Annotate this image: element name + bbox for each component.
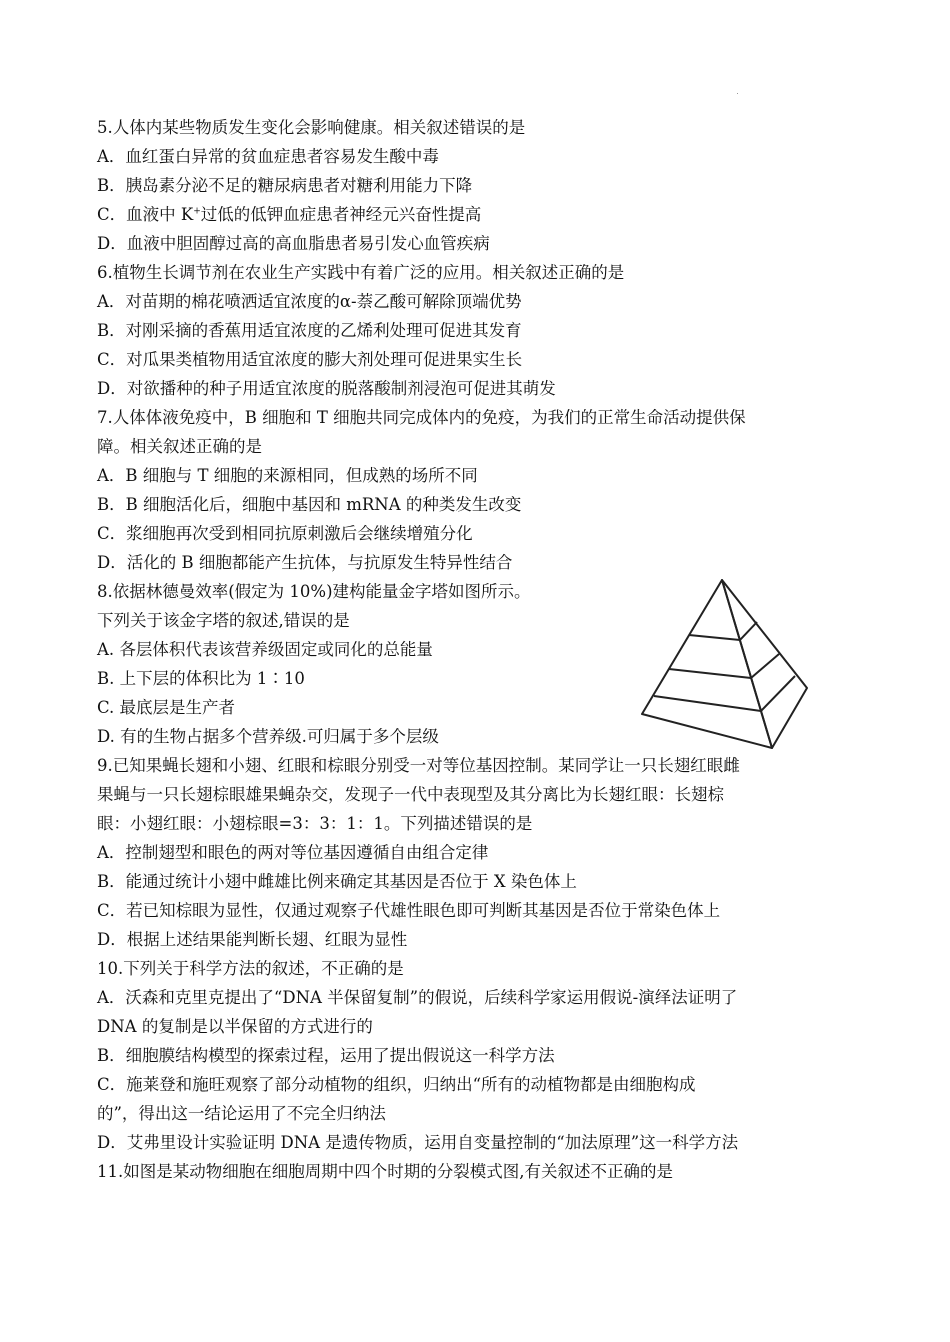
corner-mark: · — [736, 88, 739, 98]
q10-stem: 10.下列关于科学方法的叙述，不正确的是 — [97, 959, 404, 978]
q10-option-a-line2: DNA 的复制是以半保留的方式进行的 — [97, 1017, 373, 1036]
q10-option-c-line2: 的”，得出这一结论运用了不完全归纳法 — [97, 1104, 386, 1123]
pyramid-right-face — [722, 580, 807, 748]
q10-option-b: B．细胞膜结构模型的探索过程，运用了提出假说这一科学方法 — [97, 1046, 555, 1065]
pyramid-side-line-3 — [761, 676, 795, 711]
q5-option-c — [97, 200, 857, 229]
pyramid-layer-line-2 — [669, 669, 751, 678]
q5-option-a: A．血红蛋白异常的贫血症患者容易发生酸中毒 — [97, 147, 439, 166]
q6-option-d: D．对欲播种的种子用适宜浓度的脱落酸制剂浸泡可促进其萌发 — [97, 379, 556, 398]
q7-option-b: B．B 细胞活化后，细胞中基因和 mRNA 的种类发生改变 — [97, 495, 522, 514]
q6-option-b: B．对刚采摘的香蕉用适宜浓度的乙烯利处理可促进其发育 — [97, 321, 522, 340]
q9-option-d: D．根据上述结果能判断长翅、红眼为显性 — [97, 930, 408, 949]
q8-option-d: D. 有的生物占据多个营养级.可归属于多个层级 — [97, 727, 439, 746]
q8-option-c: C. 最底层是生产者 — [97, 698, 236, 717]
pyramid-front-face — [642, 580, 772, 748]
q5-option-c-pre: C．血液中 K — [97, 205, 194, 224]
q11-stem: 11.如图是某动物细胞在细胞周期中四个时期的分裂模式图,有关叙述不正确的是 — [97, 1162, 673, 1181]
pyramid-layer-line-1 — [689, 635, 740, 640]
q10-option-a-line1: A．沃森和克里克提出了“DNA 半保留复制”的假说，后续科学家运用假说-演绎法证明了 — [97, 988, 738, 1007]
energy-pyramid-figure — [640, 578, 808, 751]
q9-option-b: B．能通过统计小翅中雌雄比例来确定其基因是否位于 X 染色体上 — [97, 872, 577, 891]
q9-stem-line1: 9.已知果蝇长翅和小翅、红眼和棕眼分别受一对等位基因控制。某同学让一只长翅红眼雌 — [97, 756, 740, 775]
q9-stem-line3: 眼：小翅红眼：小翅棕眼=3：3：1：1。下列描述错误的是 — [97, 814, 533, 833]
q9-option-a: A．控制翅型和眼色的两对等位基因遵循自由组合定律 — [97, 843, 489, 862]
q7-stem-line1: 7.人体体液免疫中，B 细胞和 T 细胞共同完成体内的免疫，为我们的正常生命活动提供保 — [97, 408, 746, 427]
q8-stem-line2: 下列关于该金字塔的叙述,错误的是 — [97, 611, 350, 630]
pyramid-side-line-1 — [740, 622, 757, 640]
q8-option-a: A. 各层体积代表该营养级固定或同化的总能量 — [97, 640, 433, 659]
q9-option-c: C．若已知棕眼为显性，仅通过观察子代雄性眼色即可判断其基因是否位于常染色体上 — [97, 901, 721, 920]
q7-option-c: C．浆细胞再次受到相同抗原刺激后会继续增殖分化 — [97, 524, 473, 543]
q10-option-c-line1: C．施莱登和施旺观察了部分动植物的组织，归纳出“所有的动植物都是由细胞构成 — [97, 1075, 696, 1094]
q7-option-d: D．活化的 B 细胞都能产生抗体，与抗原发生特异性结合 — [97, 553, 513, 572]
q8-option-b: B. 上下层的体积比为 1∶10 — [97, 669, 305, 688]
q10-option-d: D．艾弗里设计实验证明 DNA 是遗传物质，运用自变量控制的“加法原理”这一科学方法 — [97, 1133, 739, 1152]
q6-option-a: A．对苗期的棉花喷洒适宜浓度的α-萘乙酸可解除顶端优势 — [97, 292, 522, 311]
q5-option-c-post: 过低的低钾血症患者神经元兴奋性提高 — [200, 205, 482, 224]
pyramid-layer-line-3 — [654, 696, 761, 711]
q5-option-b: B．胰岛素分泌不足的糖尿病患者对糖利用能力下降 — [97, 176, 473, 195]
q5-option-c-sup: + — [193, 206, 201, 217]
q7-stem-line2: 障。相关叙述正确的是 — [97, 437, 262, 456]
q8-stem-line1: 8.依据林德曼效率(假定为 10%)建构能量金字塔如图所示。 — [97, 582, 531, 601]
q5-option-d: D．血液中胆固醇过高的高血脂患者易引发心血管疾病 — [97, 234, 490, 253]
q6-option-c: C．对瓜果类植物用适宜浓度的膨大剂处理可促进果实生长 — [97, 350, 523, 369]
q7-option-a: A．B 细胞与 T 细胞的来源相同，但成熟的场所不同 — [97, 466, 478, 485]
q9-stem-line2: 果蝇与一只长翅棕眼雄果蝇杂交，发现子一代中表现型及其分离比为长翅红眼：长翅棕 — [97, 785, 724, 804]
q5-stem: 5.人体内某些物质发生变化会影响健康。相关叙述错误的是 — [97, 118, 526, 137]
q6-stem: 6.植物生长调节剂在农业生产实践中有着广泛的应用。相关叙述正确的是 — [97, 263, 625, 282]
pyramid-side-line-2 — [751, 654, 779, 678]
